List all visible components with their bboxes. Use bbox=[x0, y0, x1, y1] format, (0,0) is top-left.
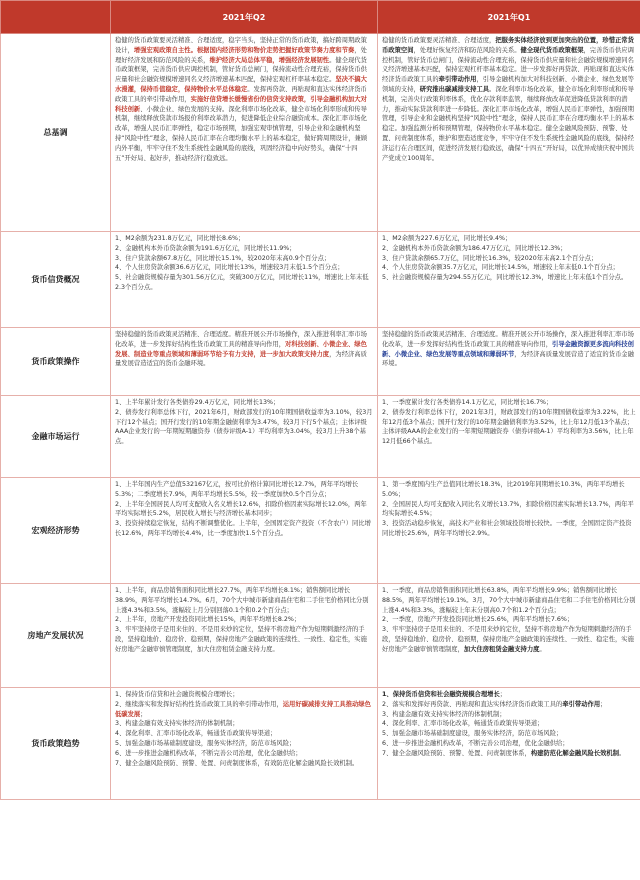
row-label: 金融市场运行 bbox=[1, 396, 111, 478]
cell-text-segment: 1、一季度，商品房销售面积同比增长63.8%，两年平均增长9.9%；销售额同比增长88.5%，两年平均增长19.1%。3月，70个大中城市新建商品住宅和二手住宅价格同比分别上涨4.4%和3.3%，涨幅较上年末分别高0.7个和1.2个百分点； bbox=[382, 587, 636, 614]
cell-q2 bbox=[111, 584, 378, 688]
cell-text-segment: 1、 bbox=[382, 691, 393, 698]
cell-text-segment: 2、债券发行利率总体下行，2021年3月，财政部发行的10年期国债收益率为3.22%，比上年12月低3个基点；国开行发行的10年期金融债利率为3.52%，比上年12月低13个基点；主体评级AAA的企业发行的一年期短期融资券（债券评级A-1）平均利率为3.56%，比上年12月低66个基点。 bbox=[382, 408, 636, 446]
table-row bbox=[1, 396, 640, 478]
cell-text-segment: 。发挥再贷款、再贴现和直达实体经济货币政策工具的牵引带动作用， bbox=[115, 85, 367, 103]
cell-text-segment: 2、继续落实和发挥好结构性货币政策工具的牵引带动作用， bbox=[115, 700, 283, 708]
table-row bbox=[1, 688, 640, 800]
cell-text-segment: 牵引带动作用 bbox=[562, 700, 601, 708]
cell-text-segment: 1、M2余额为231.8万亿元，同比增长8.6%； bbox=[115, 235, 245, 242]
cell-q2 bbox=[111, 232, 378, 328]
cell-text-segment: 1、一季度累计发行各类债券14.1万亿元，同比增长16.7%； bbox=[382, 399, 553, 406]
cell-q1 bbox=[378, 34, 640, 232]
cell-text-segment: 3、牢牢坚持房子是用来住的、不是用来炒的定位，坚持不将房地产作为短期刺激经济的手段，坚持稳地价、稳房价、稳预期，保持房地产金融政策的连续性、一致性、稳定性，实施好房地产金融审慎管理制度， bbox=[382, 626, 634, 653]
table-row bbox=[1, 478, 640, 584]
cell-text-segment: ； bbox=[499, 691, 507, 698]
cell-text-segment: 把服务实体经济放到更加突出的位置，珍惜正常货币政策空间 bbox=[382, 37, 634, 54]
cell-text-segment: 5、加强金融市场基础制度建设，服务实体经济，防范市场风险； bbox=[115, 739, 296, 747]
cell-text-segment: 4、深化利率、汇率市场化改革，畅通货币政策传导渠道； bbox=[115, 730, 277, 738]
cell-text-segment: 5、加强金融市场基础制度建设，服务实体经济，防范市场风险； bbox=[382, 730, 563, 738]
cell-text-segment: 2、上半年全国居民人均可支配收入名义增长12.6%，扣除价格因素实际增长12.0%，两年平均实际增长5.2%，居民收入增长与经济增长基本同步； bbox=[115, 500, 367, 518]
cell-text-segment: 2、债券发行利率总体下行，2021年6月，财政部发行的10年期国债收益率为3.10%，较3月下行12个基点；国开行发行的10年期金融债利率为3.47%，较3月下行5个基点；主体评级AAA企业发行的一年期短期融资券（债券评级A-1）平均利率为3.04%，较3月上升38个基点。 bbox=[115, 408, 373, 446]
cell-text-segment: 1、上半年国内生产总值532167亿元，按可比价格计算同比增长12.7%，两年平均增长5.3%；二季度增长7.9%，两年平均增长5.5%，较一季度加快0.5个百分点； bbox=[115, 481, 359, 498]
table-row bbox=[1, 584, 640, 688]
cell-text-segment: 稳健的货币政策要灵活精准、合理适度，稳字当头，坚持正常的货币政策，搞好跨周期政策设计， bbox=[115, 37, 367, 54]
cell-text-segment: 对科技创新、小微企业、绿色发展、制造业等重点领域和薄弱环节给予有力支持，进一步加大政策支持力度 bbox=[115, 340, 367, 358]
cell-text-segment: 5、社会融资规模存量为294.55万亿元，同比增长12.3%，增速比上年末低1个百分点。 bbox=[382, 274, 628, 282]
cell-text-segment: 2、金融机构本外币贷款余额为191.6万亿元，同比增长11.9%； bbox=[115, 244, 296, 252]
cell-text-segment: 4、个人住房贷款余额36.6万亿元，同比增长13%，增速较3月末低1.5个百分点； bbox=[115, 264, 344, 272]
cell-q1 bbox=[378, 688, 640, 800]
cell-text-segment: 3、牢牢坚持房子是用来住的、不是用来炒的定位，坚持不将房地产作为短期刺激经济的手段，坚持稳地价、稳房价、稳预期，保持房地产金融政策的连续性、一致性、稳定性，实施好房地产金融审慎管理制度，加大住房租赁金融支持力度。 bbox=[115, 626, 367, 653]
cell-text-segment: 。深化利率市场化改革，健全市场化利率形成和传导机制，完善央行政策利率体系，优化存款利率监管，继续释放改革促进降低贷款利率的潜力，推动实际贷款利率进一步降低。深化汇率市场化改革，增强人民币汇率弹性，加强预期管理，引导企业和金融机构坚持“风险中性”理念，保持人民币汇率在合理均衡水平上的基本稳定。加强监测分析和预期管理，保持物价水平基本稳定。健全金融风险预防、预警、处置、问责制度体系，维护和塑造适度竞争，牢牢守住不发生系统性金融风险的底线，保持经济运行在合理区间，促进经济发展行稳致远，确保“十四五”开好局，以优异成绩庆祝中国共产党成立100周年。 bbox=[382, 85, 635, 162]
cell-text-segment: 1、上半年累计发行各类债券29.4万亿元，同比增长13%； bbox=[115, 399, 280, 406]
cell-text-segment: 4、深化利率、汇率市场化改革，畅通货币政策传导渠道； bbox=[382, 720, 544, 728]
cell-text-segment: 引导金融资源更多流向科技创新、小微企业、绿色发展等重点领域和薄弱环节 bbox=[382, 340, 634, 358]
cell-text-segment: 1、保持货币信贷和社会融资规模合理增长； bbox=[115, 691, 239, 698]
cell-text-segment: 。 bbox=[539, 645, 546, 653]
table-row bbox=[1, 34, 640, 232]
cell-text-segment: 2、全国居民人均可支配收入同比名义增长13.7%，扣除价格因素实际增长13.7%，两年平均实际增长4.5%； bbox=[382, 500, 634, 518]
cell-text-segment: 3、投资持续稳定恢复，结构不断调整优化。上半年，全国固定资产投资（不含农户）同比增长12.6%，两年平均增长4.4%，比一季度加快1.5个百分点。 bbox=[115, 520, 371, 537]
cell-text-segment: ； bbox=[140, 710, 147, 718]
cell-text-segment: 增强宏观政策自主性。根据国内经济形势和物价走势把握好政策节奏力度和节奏 bbox=[133, 46, 355, 54]
table-row bbox=[1, 232, 640, 328]
cell-text-segment: 坚持稳健的货币政策灵活精准、合理适度。精准开展公开市场操作，深入推进利率汇率市场化改革，进一步发挥好结构性货币政策工具的精准导向作用， bbox=[382, 331, 634, 348]
header-q1: 2021年Q1 bbox=[378, 1, 640, 34]
cell-text-segment: 3、住户贷款余额67.8万亿，同比增长15.1%，较2020年末高0.9个百分点； bbox=[115, 254, 331, 262]
cell-q2 bbox=[111, 688, 378, 800]
cell-text-segment: 。 bbox=[619, 749, 626, 757]
row-label: 总基调 bbox=[1, 34, 111, 232]
cell-text-segment: 6、进一步推进金融机构改革，不断完善公司治理，优化金融供给； bbox=[382, 739, 569, 747]
cell-text-segment: 1、第一季度国内生产总值同比增长18.3%，比2019年同期增长10.3%，两年平均增长5.0%； bbox=[382, 481, 625, 498]
cell-text-segment: ，为经济高质量发展营造了适宜的货币金融环境。 bbox=[382, 350, 634, 368]
cell-text-segment: ，完善货币供应调控机制，管好货币总闸门，保持流动性合理充裕，保持货币供应量和社会融资规模增速同名义经济增速基本匹配，保持宏观杠杆率基本稳定。进一步发挥好再贷款、再贴现和直达实体经济货币政策工具的 bbox=[382, 46, 634, 84]
row-label: 货币政策趋势 bbox=[1, 688, 111, 800]
table-row bbox=[1, 328, 640, 396]
cell-text-segment: ； bbox=[600, 700, 607, 708]
cell-text-segment: 保持货币信贷和社会融资规模合理增长 bbox=[392, 691, 500, 698]
cell-text-segment: 坚决不搞大水漫灌，保持币值稳定，保持物价水平总体稳定 bbox=[115, 76, 367, 93]
cell-text-segment: 研究推出碳减排支持工具 bbox=[419, 85, 490, 93]
table-header-row bbox=[1, 1, 640, 34]
cell-text-segment: 坚持稳健的货币政策灵活精准、合理适度。精准开展公开市场操作，深入推进利率汇率市场化改革，进一步发挥好结构性货币政策工具的精准导向作用， bbox=[115, 331, 367, 348]
cell-text-segment: 7、健全金融风险预防、预警、处置、问责制度体系，有效防范化解金融风险长效机制。 bbox=[115, 759, 359, 767]
cell-q1 bbox=[378, 396, 640, 478]
cell-q1 bbox=[378, 478, 640, 584]
row-label: 宏观经济形势 bbox=[1, 478, 111, 584]
cell-q1 bbox=[378, 328, 640, 396]
cell-text-segment: 维护经济大局总体平稳，增强经济发展韧性 bbox=[209, 56, 330, 64]
cell-text-segment: 2、落实和发挥好再贷款、再贴现和直达实体经济货币政策工具的 bbox=[382, 700, 563, 708]
row-label: 房地产发展状况 bbox=[1, 584, 111, 688]
cell-text-segment: 7、健全金融风险预防、预警、处置、问责制度体系， bbox=[382, 749, 531, 757]
cell-text-segment: 3、住户贷款余额65.7万亿，同比增长16.3%，较2020年末高2.1个百分点； bbox=[382, 254, 598, 262]
row-label: 货币信贷概况 bbox=[1, 232, 111, 328]
cell-text-segment: 5、社会融资规模存量为301.56万亿元，突破300万亿元，同比增长11%，增速比上年末低2.3个百分点。 bbox=[115, 274, 369, 291]
cell-text-segment: 稳健的货币政策要灵活精准、合理适度， bbox=[382, 37, 496, 44]
cell-text-segment: 加大住房租赁金融支持力度 bbox=[463, 645, 540, 653]
cell-text-segment: 3、构建金融有效支持实体经济的体制机制； bbox=[115, 720, 239, 728]
cell-text-segment: 运用好碳减排支持工具推动绿色低碳发展 bbox=[115, 700, 371, 718]
cell-q1 bbox=[378, 232, 640, 328]
cell-text-segment: ，处理好恢复经济和防范风险的关系。 bbox=[413, 46, 521, 54]
cell-text-segment: 构建防范化解金融风险长效机制 bbox=[530, 749, 619, 757]
cell-text-segment: 、小微企业、绿色发展的支持。深化利率市场化改革，健全市场化利率形成和传导机制，继续释放贷款市场报价利率改革潜力，促进降低企业综合融资成本。深化汇率市场化改革，增强人民币汇率弹性，稳定市场预期，加强宏观审慎管理，引导企业和金融机构坚持“风险中性”理念，保持人民币汇率在合理均衡水平上的基本稳定，做好跨周期设计，兼顾内外平衡，牢牢守住不发生系统性金融风险的底线，巩固经济稳中向好势头，确保“十四五”开好局、起好步，推动经济行稳致远。 bbox=[115, 105, 368, 162]
cell-text-segment: 实施好信贷增长缓慢省份的信贷支持政策，引导金融机构加大对科技创新 bbox=[115, 95, 367, 113]
cell-text-segment: 3、构建金融有效支持实体经济的体制机制； bbox=[382, 710, 506, 718]
cell-text-segment: 健全现代货币政策框架 bbox=[520, 46, 584, 54]
cell-q1 bbox=[378, 584, 640, 688]
cell-text-segment: 2、上半年，房地产开发投资同比增长15%，两年平均增长8.2%； bbox=[115, 616, 301, 624]
header-blank bbox=[1, 1, 111, 34]
cell-text-segment: 2、一季度，房地产开发投资同比增长25.6%，两年平均增长7.6%； bbox=[382, 616, 574, 624]
header-q2: 2021年Q2 bbox=[111, 1, 378, 34]
cell-q2 bbox=[111, 328, 378, 396]
cell-text-segment: ，引导金融机构加大对科技创新、小微企业、绿色发展等领域的支持， bbox=[382, 76, 634, 93]
cell-text-segment: 1、上半年，商品房销售面积同比增长27.7%，两年平均增长8.1%；销售额同比增长38.9%，两年平均增长14.7%。6月，70个大中城市新建商品住宅和二手住宅价格同比分别上涨4.3%和3.5%，涨幅较上月分别回落0.1个和0.2个百分点； bbox=[115, 587, 369, 614]
cell-text-segment: 。健全现代货币政策框架，完善货币供应调控机制，管好货币总闸门，保持流动性合理充裕，保持货币供应量和社会融资规模增速同名义经济增速基本匹配，保持宏观杠杆率基本稳定。 bbox=[115, 56, 367, 84]
cell-text-segment: 4、个人住房贷款余额35.7万亿元，同比增长14.5%，增速较上年末低0.1个百分点； bbox=[382, 264, 619, 272]
cell-q2 bbox=[111, 396, 378, 478]
cell-q2 bbox=[111, 34, 378, 232]
cell-text-segment: ，处理好经济发展和防范风险的关系， bbox=[115, 46, 367, 64]
cell-text-segment: 2、金融机构本外币贷款余额为186.47万亿元，同比增长12.3%； bbox=[382, 244, 567, 252]
cell-text-segment: 1、M2余额为227.6万亿元，同比增长9.4%； bbox=[382, 235, 512, 242]
cell-q2 bbox=[111, 478, 378, 584]
cell-text-segment: ，为经济高质量发展营造适宜的货币金融环境。 bbox=[115, 350, 367, 368]
row-label: 货币政策操作 bbox=[1, 328, 111, 396]
cell-text-segment: 6、进一步推进金融机构改革，不断完善公司治理，优化金融供给； bbox=[115, 749, 302, 757]
cell-text-segment: 牵引带动作用 bbox=[438, 76, 477, 84]
cell-text-segment: 3、投资活动稳步恢复，高技术产业和社会领域投资增长较快。一季度，全国固定资产投资同比增长25.6%，两年平均增长2.9%。 bbox=[382, 520, 632, 537]
